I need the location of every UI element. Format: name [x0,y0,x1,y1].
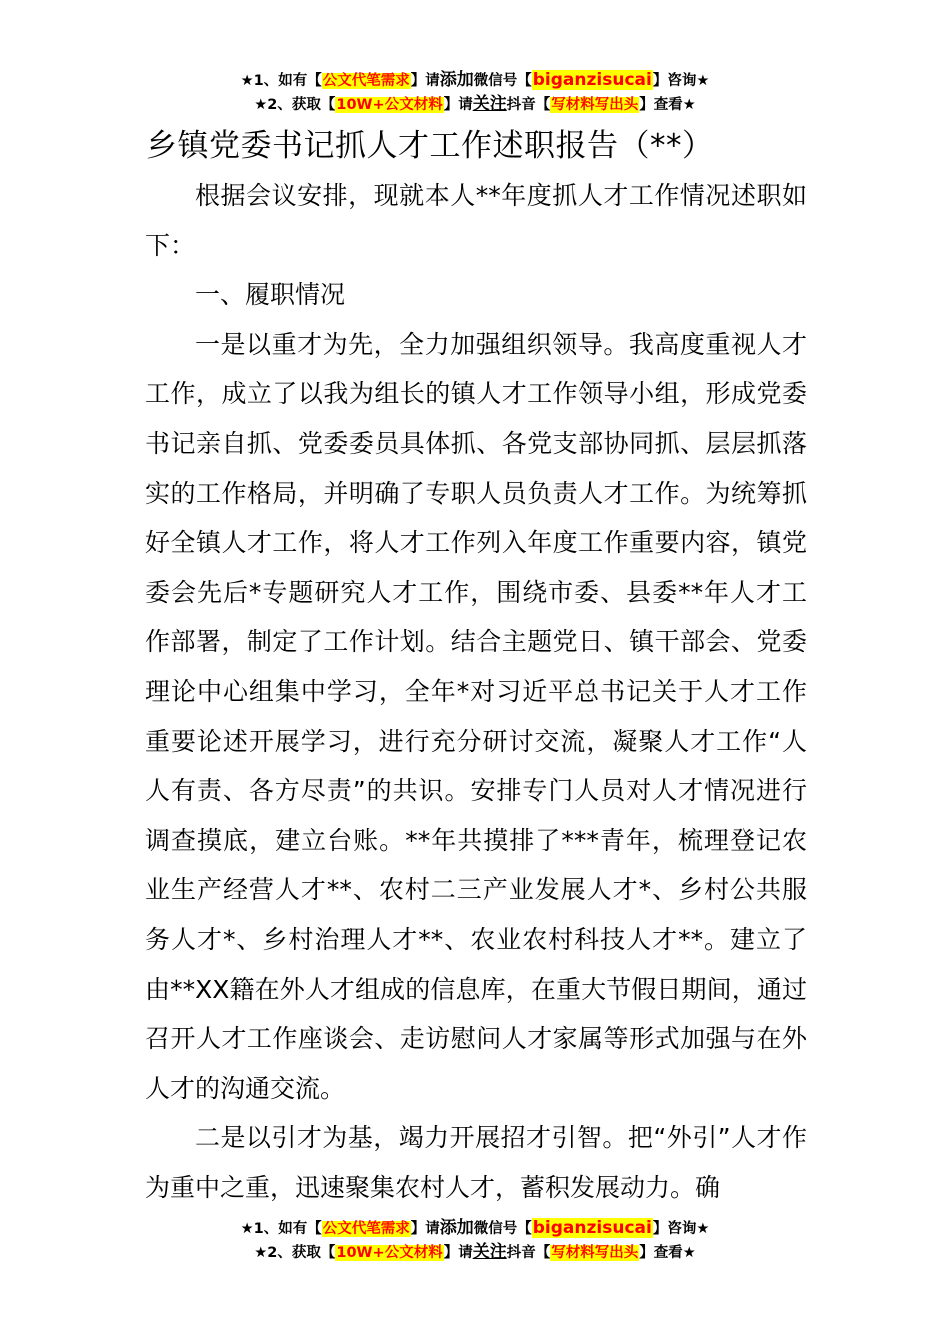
banner-text: ★2、获取【 [254,97,336,113]
banner-wechat-id: biganzisucai [532,70,652,90]
banner-line-2 [0,92,950,116]
banner-text: 】咨询★ [652,1221,710,1237]
banner-highlight: 公文代笔需求 [322,73,410,89]
banner-text: 】请 [410,1221,440,1237]
banner-line-1 [0,1216,950,1240]
banner-highlight: 10W+公文材料 [336,1245,443,1261]
banner-emphasis: 关注 [472,1242,507,1262]
document-title: 乡镇党委书记抓人才工作述职报告（**） [146,128,714,164]
footer-banner [0,1216,950,1264]
section-heading: 一、履职情况 [195,280,346,310]
body-paragraph: 二是以引才为基，竭力开展招才引智。把“外引”人才作为重中之重，迅速聚集农村人才，蓄积发展动力。确 [145,1123,807,1202]
banner-text: 抖音【 [506,97,551,113]
banner-highlight: 10W+公文材料 [336,97,443,113]
banner-text: 】请 [443,1245,473,1261]
banner-text: ★1、如有【 [240,1221,322,1237]
banner-text: 抖音【 [506,1245,551,1261]
banner-emphasis: 关注 [472,94,507,114]
banner-text: 】查看★ [639,1245,696,1261]
banner-text: 】咨询★ [652,73,710,89]
banner-highlight: 公文代笔需求 [322,1221,410,1237]
banner-line-1 [0,68,950,92]
banner-highlight: 写材料写出头 [551,1245,639,1261]
document-body [145,171,807,1212]
banner-emphasis: 添加 [439,70,474,90]
banner-wechat-id: biganzisucai [532,1218,652,1238]
banner-line-2 [0,1240,950,1264]
banner-text: 微信号【 [473,73,532,89]
body-paragraph: 一是以重才为先，全力加强组织领导。我高度重视人才工作，成立了以我为组长的镇人才工作领导小组，形成党委书记亲自抓、党委委员具体抓、各党支部协同抓、层层抓落实的工作格局，并明确了专职人员负责人才工作。为统筹抓好全镇人才工作，将人才工作列入年度工作重要内容，镇党委会先后*专题研究人才工作，围绕市委、县委**年人才工作部署，制定了工作计划。结合主题党日、镇干部会、党委理论中心组集中学习，全年*对习近平总书记关于人才工作重要论述开展学习，进行充分研讨交流，凝聚人才工作“人人有责、各方尽责”的共识。安排专门人员对人才情况进行调查摸底，建立台账。**年共摸排了***青年，梳理登记农业生产经营人才**、农村二三产业发展人才*、乡村公共服务人才*、乡村治理人才**、农业农村科技人才**。建立了由**XX籍在外人才组成的信息库，在重大节假日期间，通过召开人才工作座谈会、走访慰问人才家属等形式加强与在外人才的沟通交流。 [145,329,807,1103]
banner-highlight: 写材料写出头 [551,97,639,113]
banner-emphasis: 添加 [439,1218,474,1238]
header-banner [0,68,950,116]
banner-text: 微信号【 [473,1221,532,1237]
banner-text: 】请 [443,97,473,113]
banner-text: 】查看★ [639,97,696,113]
banner-text: ★1、如有【 [240,73,322,89]
banner-text: 】请 [410,73,440,89]
banner-text: ★2、获取【 [254,1245,336,1261]
intro-paragraph: 根据会议安排，现就本人**年度抓人才工作情况述职如下： [145,181,807,260]
